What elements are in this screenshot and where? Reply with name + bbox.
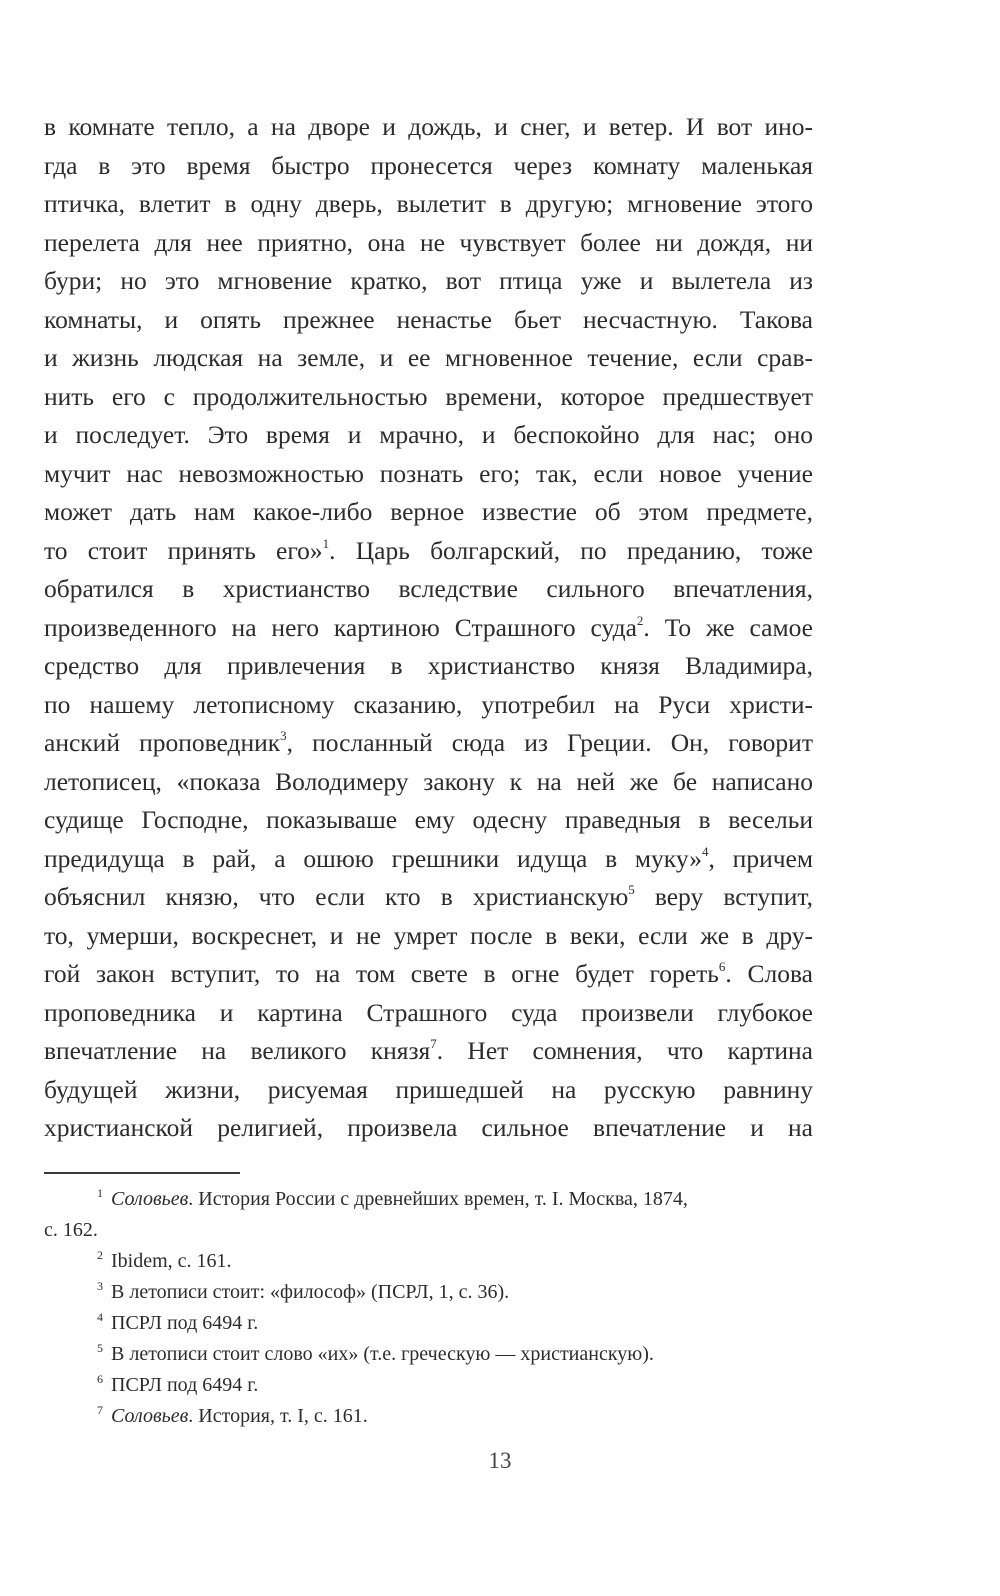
text-line — [44, 955, 813, 994]
text-line — [44, 763, 813, 802]
footnote-item: 3 В летописи стоит: «философ» (ПСРЛ, 1, с. 36). — [97, 1279, 510, 1303]
footnote-text: ПСРЛ под 6494 г. — [111, 1312, 259, 1334]
footnote-author: Соловьев — [111, 1188, 189, 1210]
line-text: бури; но это мгновение кратко, вот птица уже и вылетела из — [44, 266, 813, 295]
line-text: перелета для нее приятно, она не чувствует более ни дождя, ни — [44, 227, 813, 257]
line-text: по нашему летописному сказанию, употребил на Руси христи- — [44, 689, 813, 719]
text-line — [44, 224, 813, 263]
footnote-reference[interactable]: 1 — [322, 535, 330, 551]
line-text: , посланный сюда из Греции. Он, говорит — [286, 728, 813, 757]
line-text: средство для привлечения в христианство князя Владимира, — [44, 651, 813, 680]
line-text: то, умерши, воскреснет, и не умрет после в веки, если же в дру- — [44, 920, 813, 950]
text-line — [44, 147, 813, 186]
line-text: гда в это время быстро пронесется через комнату маленькая — [44, 150, 813, 180]
text-line — [44, 1071, 813, 1110]
footnote-reference[interactable]: 7 — [430, 1036, 437, 1051]
footnote-item: 5 В летописи стоит слово «их» (т.е. греческую — христианскую). — [97, 1341, 654, 1365]
footnote-text: . История России с древнейших времен, т. I. Москва, 1874, — [188, 1188, 688, 1210]
line-text: объяснил князю, что если кто в христианскую — [44, 882, 629, 911]
line-text: , причем — [708, 843, 813, 873]
footnote-text: ПСРЛ под 6494 г. — [111, 1374, 259, 1396]
footnote-text: В летописи стоит: «философ» (ПСРЛ, 1, с. 36). — [111, 1281, 510, 1303]
footnote-separator — [44, 1172, 240, 1174]
footnotes — [44, 1184, 813, 1432]
line-text: . Царь болгарский, по преданию, тоже — [329, 535, 813, 565]
line-text: . Слова — [725, 959, 813, 988]
line-text: веру вступит, — [634, 882, 813, 911]
footnote-item: 1 Соловьев. История России с древнейших времен, т. I. Москва, 1874, с. 162. — [44, 1184, 813, 1246]
text-line — [44, 455, 813, 494]
text-line — [44, 609, 813, 648]
text-line — [44, 493, 813, 532]
footnote-reference[interactable]: 4 — [701, 843, 709, 859]
line-text: то стоит принять его» — [44, 535, 323, 565]
line-text: . Нет сомнения, что картина — [436, 1036, 813, 1065]
footnote-item: 7 Соловьев. История, т. I, с. 161. — [97, 1403, 368, 1427]
line-text: впечатление на великого князя — [44, 1036, 431, 1065]
footnote-continuation: с. 162. — [44, 1219, 98, 1241]
footnote-reference[interactable]: 5 — [628, 882, 635, 897]
text-line — [44, 532, 813, 571]
footnote-reference[interactable]: 3 — [280, 728, 287, 743]
text-line — [44, 570, 813, 609]
text-line — [44, 686, 813, 725]
line-text: . То же самое — [643, 612, 813, 642]
line-text: христианской религией, произвела сильное впечатление и на — [44, 1113, 813, 1142]
line-text: анский проповедник — [44, 728, 281, 757]
text-line — [44, 301, 813, 340]
text-line — [44, 647, 813, 686]
text-line — [44, 378, 813, 417]
footnote-text: . История, т. I, с. 161. — [188, 1405, 368, 1427]
line-text: летописец, «показа Володимеру закону к на ней же бе написано — [44, 766, 813, 796]
footnote-reference[interactable]: 6 — [718, 959, 726, 974]
text-line — [44, 108, 813, 147]
text-line — [44, 1032, 813, 1071]
page-number: 13 — [488, 1448, 512, 1473]
line-text: и жизнь людская на земле, и ее мгновенное течение, если срав- — [44, 343, 813, 372]
main-text — [44, 108, 813, 1148]
line-text: произведенного на него картиною Страшного суда — [44, 612, 637, 642]
text-line — [44, 840, 813, 879]
line-text: птичка, влетит в одну дверь, вылетит в другую; мгновение этого — [44, 189, 813, 218]
line-text: нить его с продолжительностью времени, которое предшествует — [44, 381, 813, 411]
footnote-text: Ibidem, с. 161. — [111, 1250, 232, 1272]
footnote-item: 6 ПСРЛ под 6494 г. — [97, 1372, 259, 1396]
text-line — [44, 416, 813, 455]
line-text: обратился в христианство вследствие сильного впечатления, — [44, 574, 813, 603]
line-text: мучит нас невозможностью познать его; так, если новое учение — [44, 458, 813, 488]
text-line — [44, 339, 813, 378]
line-text: и последует. Это время и мрачно, и беспокойно для нас; оно — [44, 420, 813, 449]
line-text: будущей жизни, рисуемая пришедшей на русскую равнину — [44, 1074, 813, 1104]
line-text: проповедника и картина Страшного суда произвели глубокое — [44, 997, 813, 1027]
line-text: комнаты, и опять прежнее ненастье бьет несчастную. Такова — [44, 304, 813, 334]
text-line — [44, 801, 813, 840]
line-text: может дать нам какое-либо верное известие об этом предмете, — [44, 497, 813, 526]
text-line — [44, 917, 813, 956]
footnote-reference[interactable]: 2 — [636, 612, 644, 628]
text-line — [44, 878, 813, 917]
text-line — [44, 185, 813, 224]
text-line — [44, 262, 813, 301]
footnote-item: 4 ПСРЛ под 6494 г. — [97, 1310, 259, 1334]
text-line — [44, 724, 813, 763]
footnote-item: 2 Ibidem, с. 161. — [97, 1248, 232, 1272]
footnote-text: В летописи стоит слово «их» (т.е. греческую — христианскую). — [111, 1343, 654, 1365]
footnote-author: Соловьев — [111, 1405, 189, 1427]
line-text: в комнате тепло, а на дворе и дождь, и снег, и ветер. И вот ино- — [44, 112, 813, 141]
text-line — [44, 994, 813, 1033]
line-text: предидуща в рай, а ошюю грешники идуща в муку» — [44, 843, 702, 873]
line-text: судище Господне, показываше ему одесну праведныя в весельи — [44, 805, 813, 834]
line-text: гой закон вступит, то на том свете в огне будет гореть — [44, 959, 719, 988]
text-line — [44, 1109, 813, 1148]
